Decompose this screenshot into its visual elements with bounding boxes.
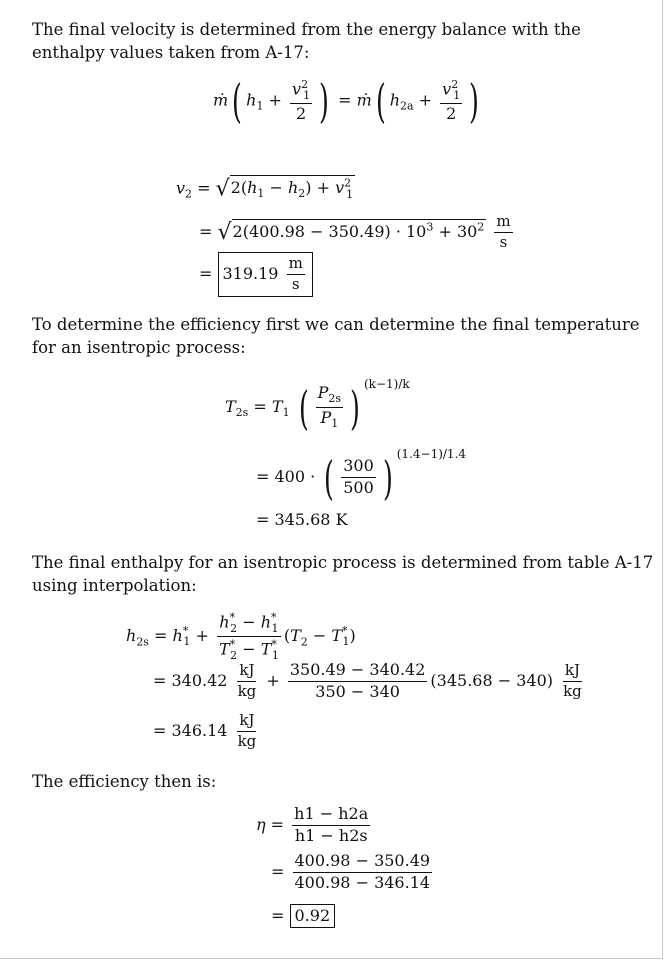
v2-formula: $v_2 = √2(h_1 - h_2) + v^2_1$ bbox=[176, 176, 354, 202]
v2-result-box: 319.19 $\frac{m}{s}$ bbox=[218, 252, 313, 297]
efficiency-result: = 0.92 bbox=[271, 904, 335, 928]
t2s-formula: $T_{2s} = T_1$ ( $\frac{P_{2s}}{P_1}$ ) $^{(k-1)/k}$ bbox=[225, 377, 410, 435]
v2-result: = 319.19 $\frac{m}{s}$ bbox=[199, 252, 313, 297]
efficiency-result-box: 0.92 bbox=[290, 904, 336, 928]
paragraph-final-temperature: To determine the efficiency first we can determine the final temperature for an isentropic process: bbox=[32, 315, 640, 357]
efficiency-numeric: = $\frac{400.98 - 350.49}{400.98 - 346.14}$ bbox=[271, 851, 431, 892]
h2s-formula: $h_{2s} = h^*_1$ + $\frac{h^*_2 - h^*_1}{T^*_2 - T^*_1}$ $(T_2 - T^*_1)$ bbox=[126, 611, 356, 662]
h2s-result: = 346.14 $\frac{kJ}{kg}$ bbox=[153, 711, 257, 750]
t2s-result: = 345.68 K bbox=[256, 510, 348, 529]
paragraph-interpolation: The final enthalpy for an isentropic process is determined from table A-17 using interpolation: bbox=[32, 553, 654, 595]
paragraph-energy-balance: The final velocity is determined from the energy balance with the enthalpy values taken from A-17: bbox=[32, 20, 581, 62]
v2-substitution: = $√2(400.98 - 350.49) \cdot 10^3 + 30^2$ $\frac{m}{s}$ bbox=[199, 212, 511, 251]
paragraph-efficiency: The efficiency then is: bbox=[32, 772, 217, 791]
efficiency-formula: η = $\frac{h1 - h2a}{h1 - h2s}$ bbox=[256, 804, 369, 845]
t2s-numeric: = 400 · ( $\frac{300}{500}$ ) $^{(1.4-1)/1.4}$ bbox=[256, 447, 467, 505]
energy-balance-equation: ṁ( $h_1$ + $\frac{v^2_1}{2}$ ) = ṁ( $h_{2a}$ + $\frac{v^2_1}{2}$ ) bbox=[213, 74, 480, 128]
h2s-numeric: = 340.42 $\frac{kJ}{kg}$ + $\frac{350.49 - 340.42}{350 - 340}$ (345.68 − 340) $\frac{kJ}{kg}$ bbox=[153, 660, 582, 701]
